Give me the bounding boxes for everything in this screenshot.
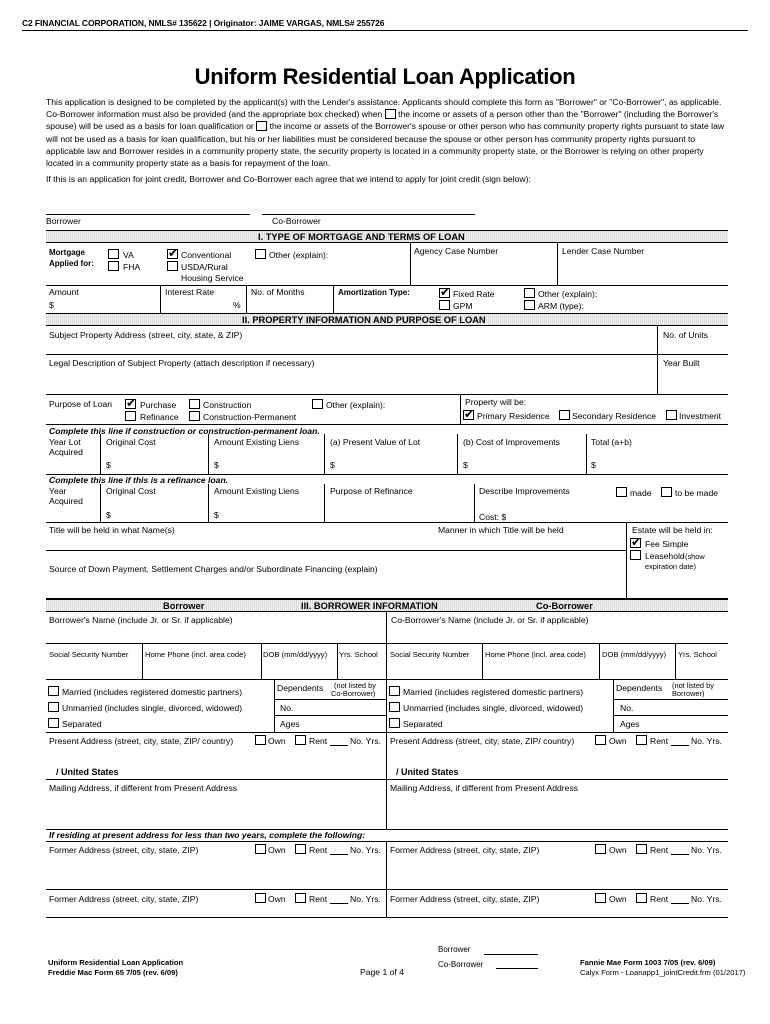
c-former-own-label-1: Own <box>609 845 627 855</box>
divider <box>657 326 658 354</box>
b-school-label: Yrs. School <box>339 650 378 659</box>
c-separated-checkbox[interactable] <box>389 718 400 728</box>
b-former-address-label-2: Former Address (street, city, state, ZIP) <box>49 894 199 904</box>
construction-perm-checkbox[interactable] <box>189 411 200 421</box>
b-own-checkbox[interactable] <box>255 735 266 745</box>
rule <box>613 699 728 700</box>
header-rule <box>22 30 748 31</box>
refi-existing-liens-dollar: $ <box>214 510 219 520</box>
fixed-rate-label: Fixed Rate <box>453 289 495 299</box>
c-former-own-label-2: Own <box>609 894 627 904</box>
total-label: Total (a+b) <box>591 437 632 447</box>
usda-checkbox[interactable] <box>167 261 178 271</box>
footer-form-name: Uniform Residential Loan Application <box>48 958 184 967</box>
section-3-header <box>46 599 728 612</box>
c-country: / United States <box>396 767 459 777</box>
year-built-label: Year Built <box>663 358 700 368</box>
divider <box>675 643 676 679</box>
coborrower-signature-line[interactable] <box>262 214 475 215</box>
cost-improvements-dollar: $ <box>463 460 468 470</box>
c-dependents-label: Dependents <box>616 683 663 693</box>
footer-freddie-form: Freddie Mac Form 65 7/05 (rev. 6/09) <box>48 968 178 977</box>
other-amort-label: Other (explain): <box>538 289 598 299</box>
c-own-checkbox[interactable] <box>595 735 606 745</box>
b-former-rent-label-2: Rent <box>309 894 328 904</box>
c-ssn-label: Social Security Number <box>390 650 470 659</box>
divider <box>160 285 161 313</box>
mortgage-label: Mortgage <box>49 248 85 257</box>
borrower-signature-line[interactable] <box>46 214 250 215</box>
arm-checkbox[interactable] <box>524 300 535 310</box>
c-former-years-line-2[interactable] <box>671 903 689 904</box>
refi-original-cost-dollar: $ <box>106 510 111 520</box>
property-will-be-label: Property will be: <box>465 397 527 407</box>
divider <box>100 484 101 522</box>
divider <box>246 285 247 313</box>
c-phone-label: Home Phone (incl. area code) <box>485 650 586 659</box>
b-unmarried-checkbox[interactable] <box>48 702 59 712</box>
other-mortgage-checkbox[interactable] <box>255 249 266 259</box>
present-value-dollar: $ <box>330 460 335 470</box>
b-rent-label: Rent <box>309 736 328 746</box>
b-former-rent-label-1: Rent <box>309 845 328 855</box>
divider <box>586 434 587 474</box>
cost-label: Cost: $ <box>479 512 507 522</box>
usda-label: USDA/Rural <box>181 262 228 272</box>
rule <box>46 732 728 733</box>
b-former-own-checkbox-1[interactable] <box>255 844 266 854</box>
coborrower-sign-label: Co-Borrower <box>272 216 321 226</box>
c-separated-label: Separated <box>403 719 443 729</box>
footer-borrower-initials-line[interactable] <box>484 954 538 955</box>
b-former-address-label-1: Former Address (street, city, state, ZIP) <box>49 845 199 855</box>
c-unmarried-label: Unmarried (includes single, divorced, widowed) <box>403 703 584 713</box>
other-purpose-label: Other (explain): <box>326 400 386 410</box>
c-former-no-yrs-2: No. Yrs. <box>691 894 722 904</box>
c-not-listed-label: (not listed by <box>672 681 714 690</box>
c-not-listed-label-2: Borrower) <box>672 689 705 698</box>
b-former-rent-checkbox-2[interactable] <box>295 893 306 903</box>
construction-line-note: Complete this line if construction or construction-permanent loan. <box>49 426 320 436</box>
section-2-header <box>46 313 728 326</box>
refinance-checkbox[interactable] <box>125 411 136 421</box>
divider <box>482 643 483 679</box>
c-former-address-label-1: Former Address (street, city, state, ZIP) <box>390 845 540 855</box>
amount-label: Amount <box>49 287 79 297</box>
joint-credit-text: If this is an application for joint credit, Borrower and Co-Borrower each agree that we intend to apply for joint credit (sign below): <box>46 174 531 184</box>
intro-text-3: the income or assets of the Borrower's spouse or other person who has community property rights pursuant to state law will not be used as a basis for loan qualification, but his or her liabilities must be considered because the spouse or other person has community property rights pursuant to applicable law and Borrower resides in a community property state, the security property is located in a community property state, or the Borrower is relying on other property located in a community property state as a basis for repayment of the loan. <box>46 121 725 169</box>
c-former-rent-label-1: Rent <box>650 845 669 855</box>
section-1-title: I. TYPE OF MORTGAGE AND TERMS OF LOAN <box>258 232 465 242</box>
c-school-label: Yrs. School <box>678 650 717 659</box>
c-former-own-checkbox-2[interactable] <box>595 893 606 903</box>
manner-title-label: Manner in which Title will be held <box>438 525 564 535</box>
year-lot-label: Year Lot <box>49 437 81 447</box>
b-years-line[interactable] <box>330 745 348 746</box>
divider <box>208 484 209 522</box>
b-not-listed-label: (not listed by <box>334 681 376 690</box>
b-former-own-checkbox-2[interactable] <box>255 893 266 903</box>
b-dependents-ages: Ages <box>280 719 300 729</box>
fee-simple-checkbox[interactable] <box>630 538 641 548</box>
conventional-checkbox[interactable] <box>167 249 178 259</box>
divider <box>386 841 387 917</box>
refi-year-label: Year <box>49 486 67 496</box>
intro-text-1: This application is designed to be completed by the applicant(s) with the Lender's assistance. Applicants should complete this form as "Borrower" or "Co-Borrower", as applicable. Co-Borrower information must also be provided (and the appropriate box checked) when <box>46 97 722 120</box>
b-not-listed-label-2: Co-Borrower) <box>331 689 376 698</box>
c-rent-label: Rent <box>650 736 669 746</box>
refi-original-cost-label: Original Cost <box>106 486 156 496</box>
coborrower-name-label: Co-Borrower's Name (include Jr. or Sr. if applicable) <box>391 615 589 625</box>
b-former-no-yrs-1: No. Yrs. <box>350 845 381 855</box>
divider <box>410 243 411 285</box>
made-label: made <box>630 488 652 498</box>
primary-residence-label: Primary Residence <box>477 411 550 421</box>
two-years-note: If residing at present address for less than two years, complete the following: <box>49 830 366 840</box>
b-own-label: Own <box>268 736 286 746</box>
rule <box>46 354 728 355</box>
lender-case-label: Lender Case Number <box>562 246 645 256</box>
expiration-label: expiration date) <box>645 562 696 571</box>
interest-percent: % <box>233 300 241 310</box>
divider <box>657 354 658 394</box>
b-dependents-label: Dependents <box>277 683 324 693</box>
section-3-coborrower: Co-Borrower <box>536 601 593 611</box>
rule <box>46 550 626 551</box>
rule <box>46 285 728 286</box>
made-checkbox[interactable] <box>616 487 627 497</box>
gpm-label: GPM <box>453 301 473 311</box>
other-amort-checkbox[interactable] <box>524 288 535 298</box>
section-3-borrower: Borrower <box>163 601 205 611</box>
c-former-own-checkbox-1[interactable] <box>595 844 606 854</box>
b-unmarried-label: Unmarried (includes single, divorced, widowed) <box>62 703 243 713</box>
agency-case-label: Agency Case Number <box>414 246 499 256</box>
interest-rate-label: Interest Rate <box>165 287 215 297</box>
other-mortgage-label: Other (explain): <box>269 250 329 260</box>
b-country: / United States <box>56 767 119 777</box>
b-phone-label: Home Phone (incl. area code) <box>145 650 246 659</box>
leasehold-checkbox[interactable] <box>630 550 641 560</box>
footer-coborrower-initials-label: Co-Borrower <box>438 960 484 969</box>
rule <box>46 643 728 644</box>
divider <box>142 643 143 679</box>
fha-label: FHA <box>123 262 141 272</box>
coborrower-info-checkbox[interactable] <box>385 109 396 119</box>
c-dob-label: DOB (mm/dd/yyyy) <box>602 650 667 659</box>
original-cost-dollar: $ <box>106 460 111 470</box>
section-2-title: II. PROPERTY INFORMATION AND PURPOSE OF LOAN <box>242 315 486 325</box>
leasehold-label: Leasehold <box>645 551 685 561</box>
rule <box>46 424 728 425</box>
purpose-refinance-label: Purpose of Refinance <box>330 486 413 496</box>
divider <box>208 434 209 474</box>
lender-header: C2 FINANCIAL CORPORATION, NMLS# 135622 | Originator: JAIME VARGAS, NMLS# 255726 <box>22 18 385 28</box>
show-label: (show <box>685 552 705 561</box>
intro-text-2: the income or assets of a person other than the "Borrower" (including the Borrower's spouse) will be used as a basis for loan qualification or <box>46 109 719 132</box>
b-dependents-no: No. <box>280 703 294 713</box>
purpose-label: Purpose of Loan <box>49 399 113 409</box>
b-separated-checkbox[interactable] <box>48 718 59 728</box>
applied-for-label: Applied for: <box>49 259 94 268</box>
divider <box>261 643 262 679</box>
conventional-label: Conventional <box>181 250 232 260</box>
section-1-header <box>46 230 728 243</box>
divider <box>324 484 325 522</box>
rule <box>46 841 728 842</box>
b-former-own-label-1: Own <box>268 845 286 855</box>
divider <box>599 643 600 679</box>
housing-service-label: Housing Service <box>181 273 244 283</box>
c-no-yrs-label: No. Yrs. <box>691 736 722 746</box>
source-down-payment-label: Source of Down Payment, Settlement Charges and/or Subordinate Financing (explain) <box>49 564 378 574</box>
c-former-rent-checkbox-1[interactable] <box>636 844 647 854</box>
secondary-residence-label: Secondary Residence <box>572 411 657 421</box>
subject-address-label: Subject Property Address (street, city, state, & ZIP) <box>49 330 243 340</box>
b-rent-checkbox[interactable] <box>295 735 306 745</box>
b-no-yrs-label: No. Yrs. <box>350 736 381 746</box>
b-dob-label: DOB (mm/dd/yyyy) <box>263 650 328 659</box>
intro-paragraph <box>46 96 728 169</box>
c-unmarried-checkbox[interactable] <box>389 702 400 712</box>
divider <box>613 679 614 732</box>
b-married-label: Married (includes registered domestic partners) <box>62 687 243 697</box>
section-3-title: III. BORROWER INFORMATION <box>301 601 438 611</box>
c-former-no-yrs-1: No. Yrs. <box>691 845 722 855</box>
title-held-label: Title will be held in what Name(s) <box>49 525 175 535</box>
to-be-made-checkbox[interactable] <box>661 487 672 497</box>
describe-improvements-label: Describe Improvements <box>479 486 570 496</box>
c-mailing-label: Mailing Address, if different from Present Address <box>390 783 579 793</box>
fha-checkbox[interactable] <box>108 261 119 271</box>
c-own-label: Own <box>609 736 627 746</box>
footer-fannie-form: Fannie Mae Form 1003 7/05 (rev. 6/09) <box>580 958 716 967</box>
divider <box>100 434 101 474</box>
rule <box>613 715 728 716</box>
investment-label: Investment <box>679 411 722 421</box>
investment-checkbox[interactable] <box>666 410 677 420</box>
existing-liens-label: Amount Existing Liens <box>214 437 300 447</box>
estate-held-label: Estate will be held in: <box>632 525 713 535</box>
b-mailing-label: Mailing Address, if different from Present Address <box>49 783 238 793</box>
purchase-label: Purchase <box>140 400 177 410</box>
rule <box>274 699 386 700</box>
b-former-rent-checkbox-1[interactable] <box>295 844 306 854</box>
units-label: No. of Units <box>663 330 708 340</box>
present-value-label: (a) Present Value of Lot <box>330 437 421 447</box>
rule <box>46 917 728 918</box>
rule <box>46 394 728 395</box>
c-former-rent-checkbox-2[interactable] <box>636 893 647 903</box>
c-former-years-line-1[interactable] <box>671 854 689 855</box>
footer-calyx-form: Calyx Form - Loanapp1_jointCredit.frm (01/2017) <box>580 968 746 977</box>
construction-label: Construction <box>203 400 252 410</box>
divider <box>474 484 475 522</box>
divider <box>386 612 387 830</box>
secondary-residence-checkbox[interactable] <box>559 410 570 420</box>
legal-description-label: Legal Description of Subject Property (attach description if necessary) <box>49 358 315 368</box>
rule <box>46 679 728 680</box>
c-present-address-label: Present Address (street, city, state, ZIP/ country) <box>390 736 575 746</box>
acquired-label: Acquired <box>49 447 83 457</box>
spouse-info-checkbox[interactable] <box>256 121 267 131</box>
refi-acquired-label: Acquired <box>49 496 83 506</box>
c-rent-checkbox[interactable] <box>636 735 647 745</box>
va-label: VA <box>123 250 134 260</box>
footer-page-number: Page 1 of 4 <box>360 967 404 977</box>
gpm-checkbox[interactable] <box>439 300 450 310</box>
b-ssn-label: Social Security Number <box>49 650 129 659</box>
divider <box>333 285 334 313</box>
construction-checkbox[interactable] <box>189 399 200 409</box>
amount-dollar: $ <box>49 300 54 310</box>
refi-existing-liens-label: Amount Existing Liens <box>214 486 300 496</box>
rule <box>46 889 728 890</box>
c-married-label: Married (includes registered domestic partners) <box>403 687 584 697</box>
cost-improvements-label: (b) Cost of Improvements <box>463 437 560 447</box>
original-cost-label: Original Cost <box>106 437 156 447</box>
fixed-rate-checkbox[interactable] <box>439 288 450 298</box>
c-former-address-label-2: Former Address (street, city, state, ZIP) <box>390 894 540 904</box>
c-former-rent-label-2: Rent <box>650 894 669 904</box>
divider <box>274 679 275 732</box>
amortization-label: Amortization Type: <box>338 288 410 297</box>
rule <box>274 715 386 716</box>
primary-residence-checkbox[interactable] <box>463 410 474 420</box>
va-checkbox[interactable] <box>108 249 119 259</box>
other-purpose-checkbox[interactable] <box>312 399 323 409</box>
c-dependents-no: No. <box>620 703 634 713</box>
c-married-checkbox[interactable] <box>389 686 400 696</box>
b-separated-label: Separated <box>62 719 102 729</box>
construction-perm-label: Construction-Permanent <box>203 412 297 422</box>
c-dependents-ages: Ages <box>620 719 640 729</box>
divider <box>557 243 558 285</box>
b-former-years-line-2[interactable] <box>330 903 348 904</box>
total-dollar: $ <box>591 460 596 470</box>
borrower-name-label: Borrower's Name (include Jr. or Sr. if applicable) <box>49 615 233 625</box>
divider <box>324 434 325 474</box>
b-present-address-label: Present Address (street, city, state, ZIP/ country) <box>49 736 234 746</box>
months-label: No. of Months <box>251 287 305 297</box>
c-years-line[interactable] <box>671 745 689 746</box>
b-former-own-label-2: Own <box>268 894 286 904</box>
refinance-label: Refinance <box>140 412 179 422</box>
borrower-sign-label: Borrower <box>46 216 81 226</box>
b-married-checkbox[interactable] <box>48 686 59 696</box>
divider <box>457 434 458 474</box>
divider <box>460 394 461 424</box>
footer-coborrower-initials-line[interactable] <box>496 968 538 969</box>
arm-label: ARM (type): <box>538 301 584 311</box>
refinance-line-note: Complete this line if this is a refinance loan. <box>49 475 229 485</box>
divider <box>337 643 338 679</box>
existing-liens-dollar: $ <box>214 460 219 470</box>
divider <box>626 522 627 598</box>
page-title: Uniform Residential Loan Application <box>194 64 576 89</box>
fee-simple-label: Fee Simple <box>645 539 689 549</box>
purchase-checkbox[interactable] <box>125 399 136 409</box>
rule <box>46 779 728 780</box>
footer-borrower-initials-label: Borrower <box>438 945 471 954</box>
b-former-no-yrs-2: No. Yrs. <box>350 894 381 904</box>
b-former-years-line-1[interactable] <box>330 854 348 855</box>
to-be-made-label: to be made <box>675 488 718 498</box>
